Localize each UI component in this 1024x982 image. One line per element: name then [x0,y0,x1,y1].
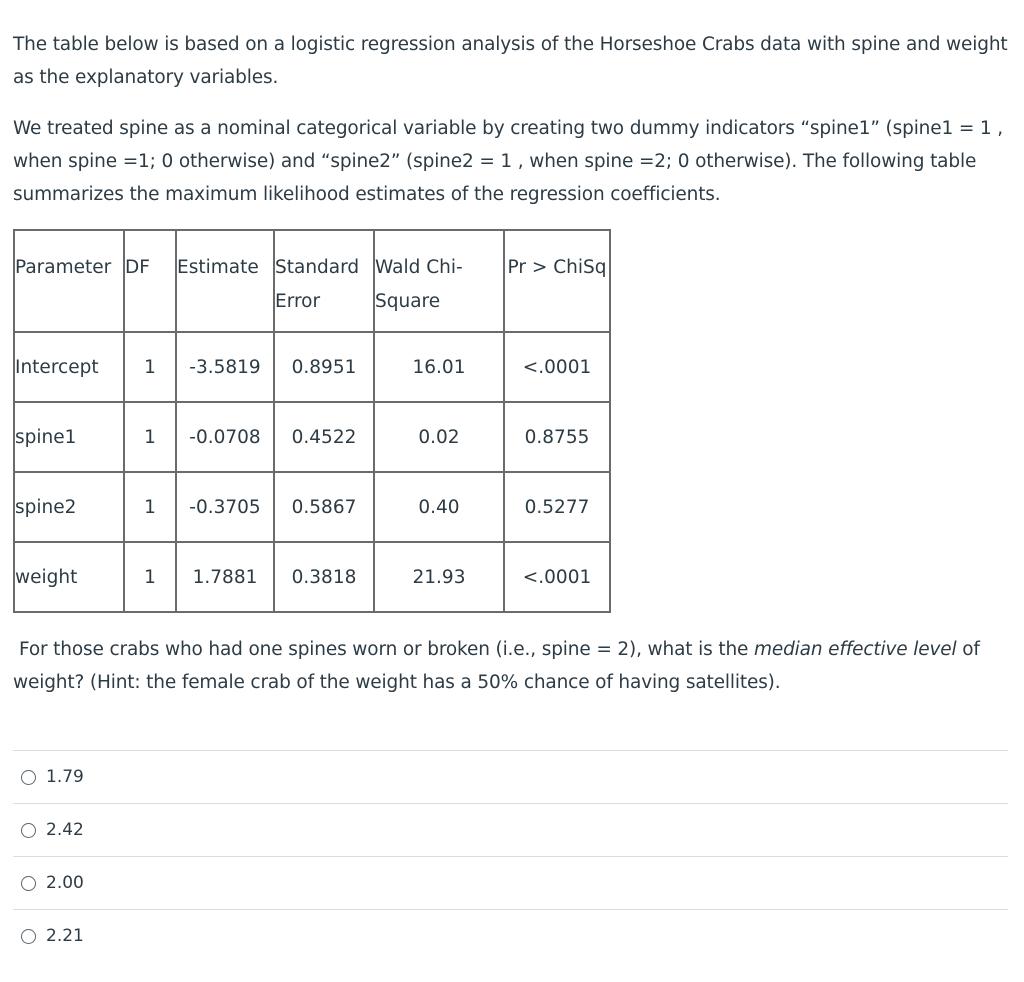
radio-button-icon[interactable] [21,770,36,785]
header-wald-chi-square: Wald Chi-Square [374,230,504,332]
cell-df: 1 [124,402,176,472]
answer-label: 2.42 [46,820,84,840]
cell-df: 1 [124,542,176,612]
cell-standard-error: 0.8951 [274,332,374,402]
cell-wald-chi-square: 21.93 [374,542,504,612]
estimates-table [13,229,611,613]
cell-pr-chisq: 0.8755 [504,402,610,472]
question-prompt [13,633,1013,699]
cell-pr-chisq: <.0001 [504,332,610,402]
cell-wald-chi-square: 0.40 [374,472,504,542]
cell-standard-error: 0.4522 [274,402,374,472]
prompt-emphasis: median effective level [753,639,957,660]
question-intro: The table below is based on a logistic regression analysis of the Horseshoe Crabs data with spine and weight as the explanatory variables. [13,34,1008,88]
cell-wald-chi-square: 0.02 [374,402,504,472]
answer-label: 2.00 [46,873,84,893]
cell-estimate: -0.0708 [176,402,274,472]
cell-estimate: 1.7881 [176,542,274,612]
answer-label: 1.79 [46,767,84,787]
cell-estimate: -3.5819 [176,332,274,402]
prompt-text-before: For those crabs who had one spines worn or broken (i.e., spine = 2), what is the [19,639,754,660]
table-header-row [14,230,610,332]
header-df: DF [124,230,176,332]
table-row [14,472,610,542]
answer-label: 2.21 [46,926,84,946]
cell-parameter: weight [14,542,124,612]
header-parameter: Parameter [14,230,124,332]
cell-pr-chisq: <.0001 [504,542,610,612]
radio-button-icon[interactable] [21,823,36,838]
radio-button-icon[interactable] [21,876,36,891]
answer-list [13,750,1008,962]
answer-option[interactable] [13,804,1008,857]
cell-estimate: -0.3705 [176,472,274,542]
radio-button-icon[interactable] [21,929,36,944]
prompt-text-after: of weight? (Hint: the female crab of the weight has a 50% chance of having satellites). [13,639,980,693]
cell-parameter: Intercept [14,332,124,402]
answer-option[interactable] [13,857,1008,910]
cell-df: 1 [124,332,176,402]
cell-df: 1 [124,472,176,542]
header-pr-chisq: Pr > ChiSq [504,230,610,332]
cell-parameter: spine2 [14,472,124,542]
cell-standard-error: 0.5867 [274,472,374,542]
header-standard-error: Standard Error [274,230,374,332]
table-row [14,332,610,402]
cell-wald-chi-square: 16.01 [374,332,504,402]
answer-option[interactable] [13,751,1008,804]
question-description: We treated spine as a nominal categorical variable by creating two dummy indicators “spine1” (spine1 = 1 , when spine =1; 0 otherwise) and “spine2” (spine2 = 1 , when spine =2; 0 otherwise). The following table summarizes the maximum likelihood estimates of the regression coefficients. [13,118,1004,205]
table-row [14,542,610,612]
answer-option[interactable] [13,910,1008,962]
table-row [14,402,610,472]
cell-parameter: spine1 [14,402,124,472]
cell-standard-error: 0.3818 [274,542,374,612]
cell-pr-chisq: 0.5277 [504,472,610,542]
header-estimate: Estimate [176,230,274,332]
